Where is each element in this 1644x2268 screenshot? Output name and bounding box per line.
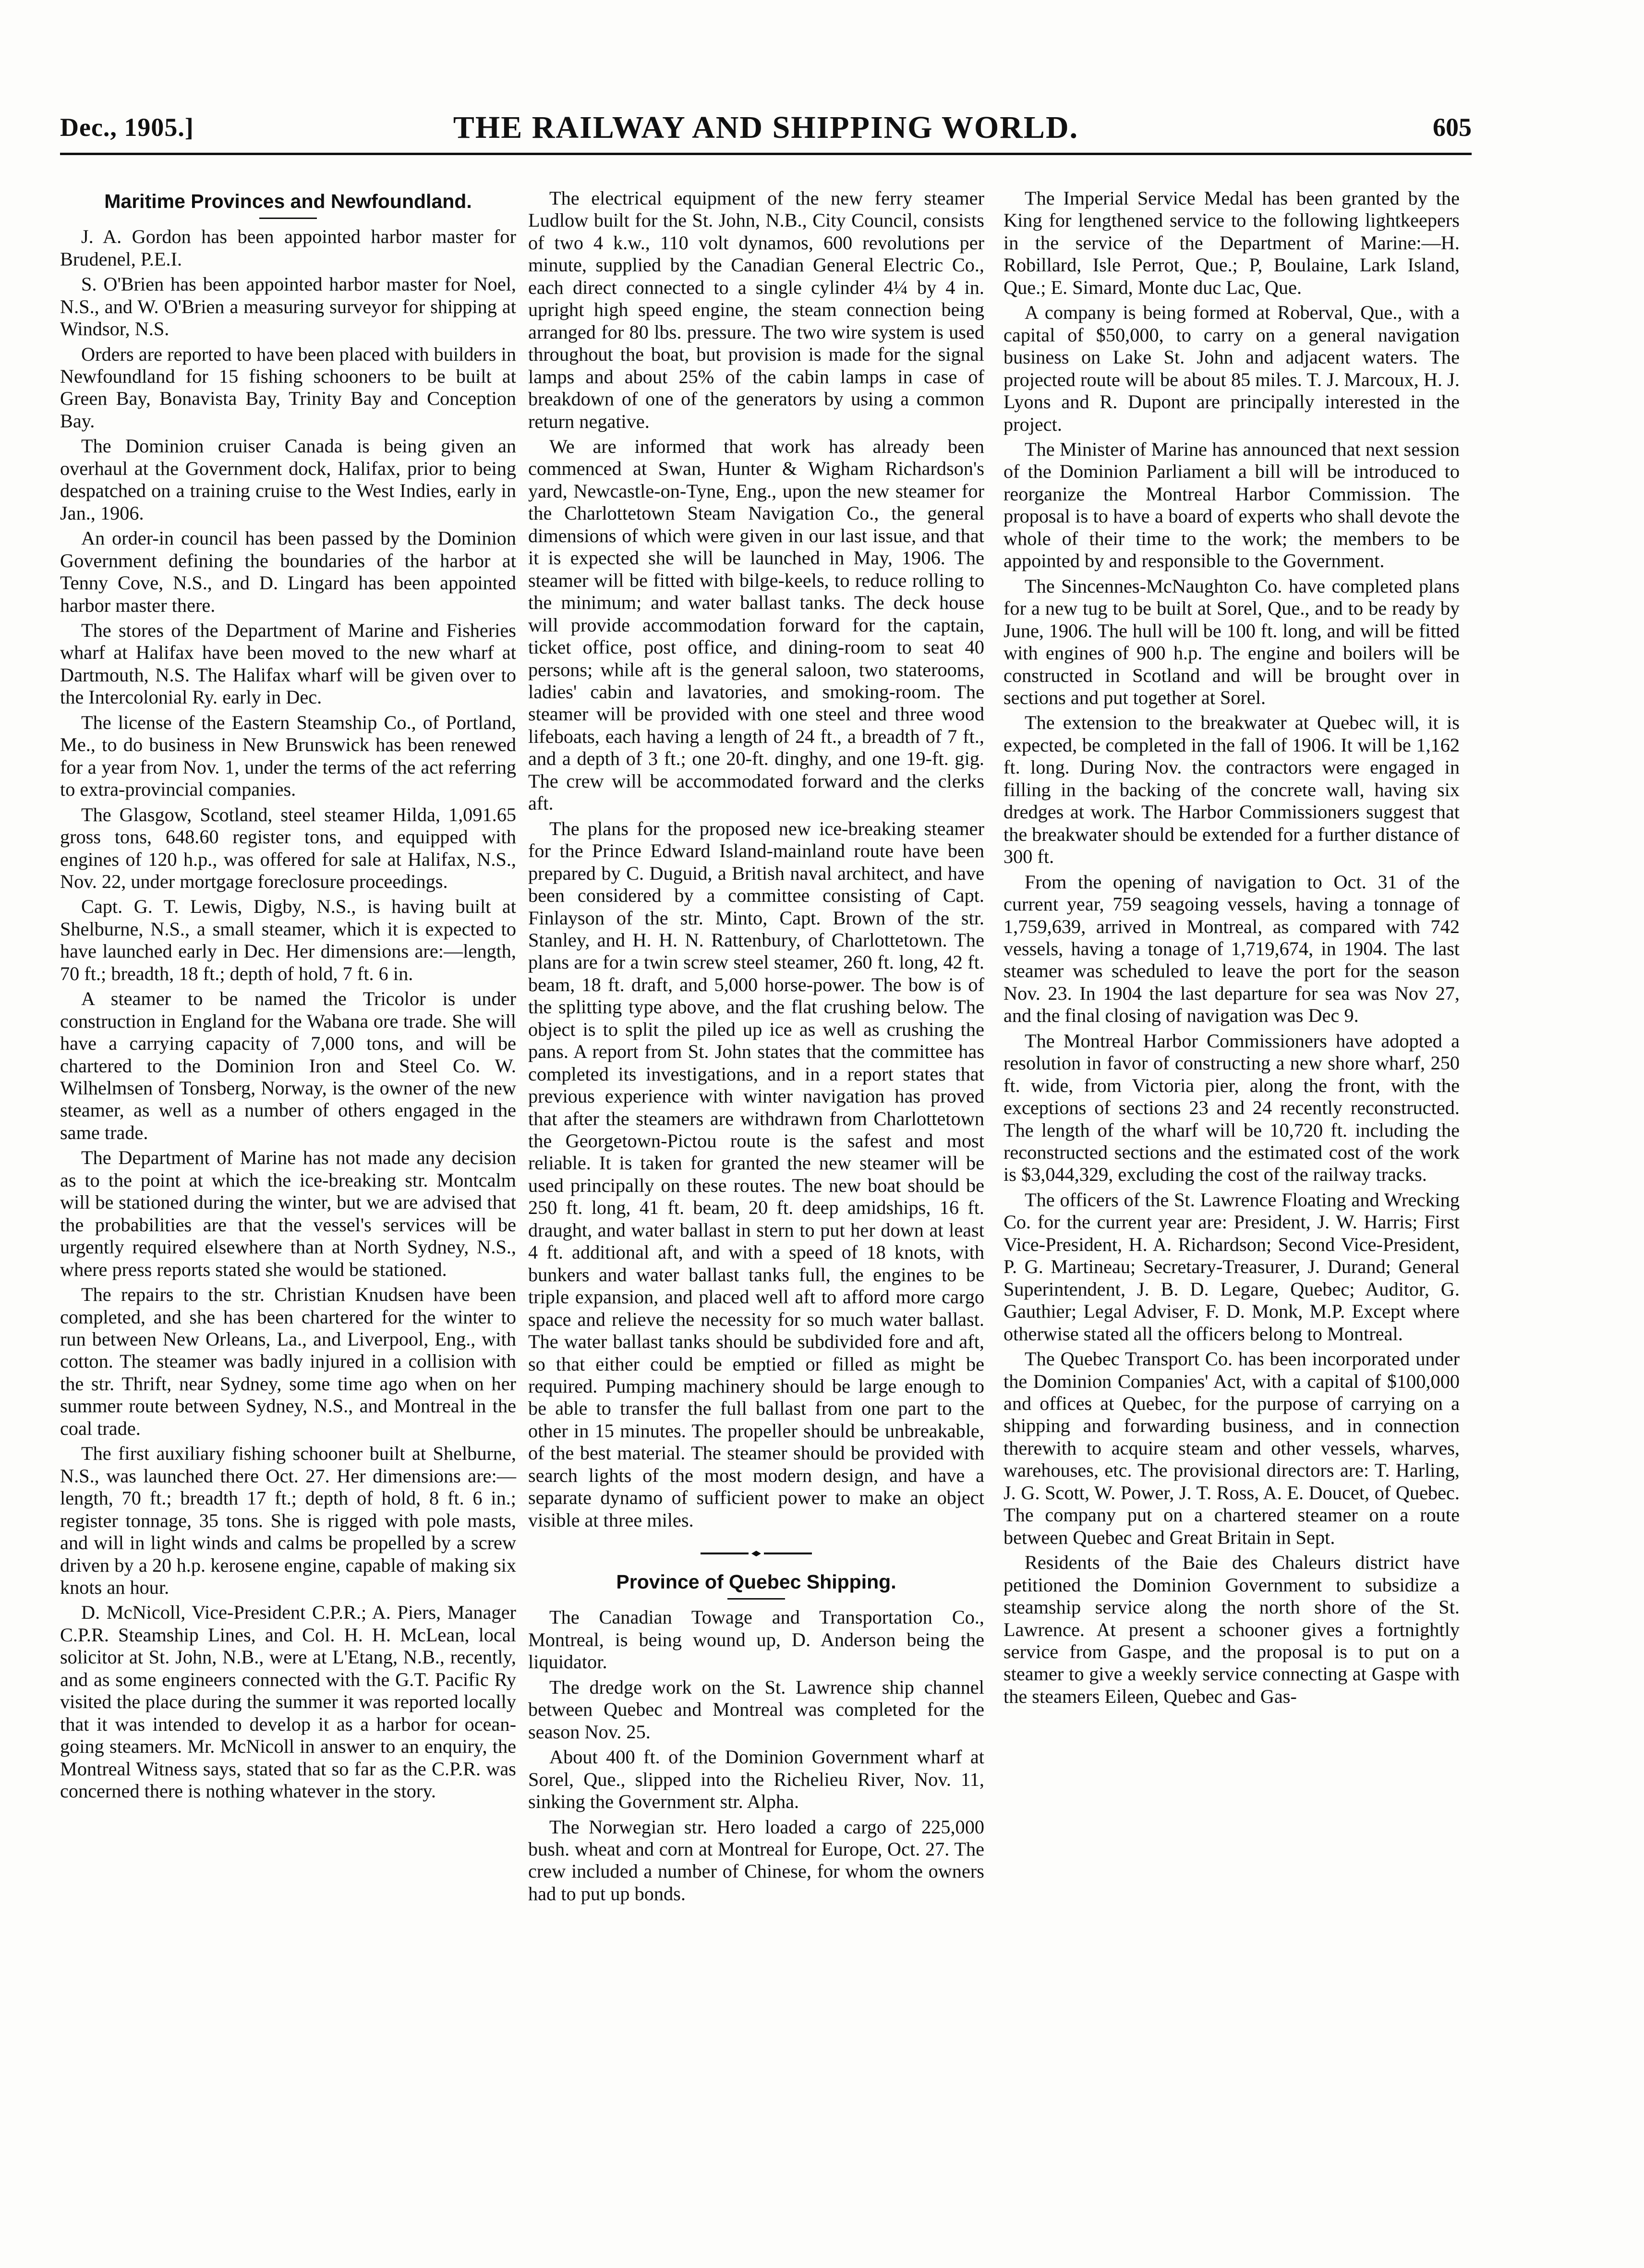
- divider-bar: [701, 1552, 749, 1554]
- section-title-quebec: Province of Quebec Shipping.: [616, 1571, 896, 1593]
- paragraph: The extension to the breakwater at Quebec will, it is expected, be completed in the fall of 1906. It will be 1,162 ft. long. During Nov. the contractors were engaged in filling in the backing of the concrete wall, having six dredges at work. The Harbor Commissioners suggest that the breakwater should be extended for a further distance of 300 ft.: [1003, 712, 1460, 868]
- paragraph: The Quebec Transport Co. has been incorporated under the Dominion Companies' Act, with a capital of $100,000 and offices at Quebec, for the purpose of carrying on a shipping and forwarding business, and in connection therewith to acquire steam and other vessels, wharves, warehouses, etc. The provisional directors are: T. Harling, J. G. Scott, W. Power, J. T. Ross, A. E. Doucet, of Quebec. The company put on a chartered steamer on a route between Quebec and Great Britain in Sept.: [1003, 1348, 1460, 1548]
- divider-diamond: [751, 1551, 761, 1556]
- paragraph: The Department of Marine has not made any decision as to the point at which the ice-breaking str. Montcalm will be stationed during the winter, but we are advised that the probabilities are that the vessel's services will be urgently required elsewhere than at North Sydney, N.S., where press reports stated she would be stationed.: [60, 1147, 516, 1280]
- paragraph: The dredge work on the St. Lawrence ship channel between Quebec and Montreal was completed for the season Nov. 25.: [528, 1676, 984, 1743]
- running-head: [60, 109, 1472, 148]
- column-1: [60, 187, 516, 1806]
- paragraph: We are informed that work has already been commenced at Swan, Hunter & Wigham Richardson's yard, Newcastle-on-Tyne, Eng., upon the new steamer for the Charlottetown Steam Navigation Co., the general dimensions of which were given in our last issue, and that it is expected she will be launched in May, 1906. The steamer will be fitted with bilge-keels, to reduce rolling to the minimum; and water ballast tanks. The deck house will provide accommodation forward for the captain, ticket office, post office, and dining-room to seat 40 persons; while aft is the general saloon, two staterooms, ladies' cabin and lavatories, and smoking-room. The steamer will be provided with one steel and three wood lifeboats, each having a length of 24 ft., a breadth of 7 ft., and a depth of 3 ft.; one 20-ft. dinghy, and one 19-ft. gig. The crew will be accommodated forward and the clerks aft.: [528, 435, 984, 814]
- page-number: 605: [1433, 113, 1472, 142]
- paragraph: J. A. Gordon has been appointed harbor master for Brudenel, P.E.I.: [60, 226, 516, 270]
- paragraph: The Sincennes-McNaughton Co. have completed plans for a new tug to be built at Sorel, Que., and to be ready by June, 1906. The hull will be 100 ft. long, and will be fitted with engines of 900 h.p. The engine and boilers will be constructed in Scotland and will be brought over in sections and put together at Sorel.: [1003, 575, 1460, 708]
- paragraph: D. McNicoll, Vice-President C.P.R.; A. Piers, Manager C.P.R. Steamship Lines, and Col. H. H. McLean, local solicitor at St. John, N.B., were at L'Etang, N.B., recently, and as some engineers connected with the G.T. Pacific Ry visited the place during the summer it was reported locally that it was intended to develop it as a harbor for ocean-going steamers. Mr. McNicoll in answer to an enquiry, the Montreal Witness says, stated that so far as the C.P.R. was concerned there is nothing whatever in the story.: [60, 1601, 516, 1802]
- paragraph: The stores of the Department of Marine and Fisheries wharf at Halifax have been moved to the new wharf at Dartmouth, N.S. The Halifax wharf will be given over to the Intercolonial Ry. early in Dec.: [60, 619, 516, 708]
- paragraph: Residents of the Baie des Chaleurs district have petitioned the Dominion Government to subsidize a steamship service along the north shore of the St. Lawrence. At present a schooner gives a fortnightly service from Gaspe, and the proposal is to put on a steamer to give a weekly service connecting at Gaspe with the steamers Eileen, Quebec and Gas-: [1003, 1552, 1460, 1707]
- column-2: [528, 187, 984, 1908]
- paragraph: Capt. G. T. Lewis, Digby, N.S., is having built at Shelburne, N.S., a small steamer, which it is expected to have launched early in Dec. Her dimensions are:—length, 70 ft.; breadth, 18 ft.; depth of hold, 7 ft. 6 in.: [60, 896, 516, 984]
- paragraph: From the opening of navigation to Oct. 31 of the current year, 759 seagoing vessels, having a tonnage of 1,759,639, arrived in Montreal, as compared with 742 vessels, having a tonage of 1,719,674, in 1904. The last steamer was scheduled to leave the port for the season Nov. 23. In 1904 the last departure for sea was Nov 27, and the final closing of navigation was Dec 9.: [1003, 871, 1460, 1027]
- header-rule: [60, 153, 1472, 155]
- paragraph: A company is being formed at Roberval, Que., with a capital of $50,000, to carry on a general navigation business on Lake St. John and adjacent waters. The projected route will be about 85 miles. T. J. Marcoux, H. J. Lyons and R. Dupont are principally interested in the project.: [1003, 302, 1460, 435]
- paragraph: A steamer to be named the Tricolor is under construction in England for the Wabana ore trade. She will have a carrying capacity of 7,000 tons, and will be chartered to the Dominion Iron and Steel Co. W. Wilhelmsen of Tonsberg, Norway, is the owner of the new steamer, as well as a number of others engaged in the same trade.: [60, 988, 516, 1143]
- paragraph: The repairs to the str. Christian Knudsen have been completed, and she has been chartered for the winter to run between New Orleans, La., and Liverpool, Eng., with cotton. The steamer was badly injured in a collision with the str. Thrift, near Sydney, some time ago when on her summer route between Sydney, N.S., and Montreal in the coal trade.: [60, 1284, 516, 1439]
- column-3: [1003, 187, 1460, 1710]
- paragraph: An order-in council has been passed by the Dominion Government defining the boundaries of the harbor at Tenny Cove, N.S., and D. Lingard has been appointed harbor master there.: [60, 527, 516, 616]
- title-rule: [727, 1598, 785, 1600]
- paragraph: The license of the Eastern Steamship Co., of Portland, Me., to do business in New Brunswick has been renewed for a year from Nov. 1, under the terms of the act referring to extra-provincial companies.: [60, 711, 516, 800]
- paragraph: The first auxiliary fishing schooner built at Shelburne, N.S., was launched there Oct. 27. Her dimensions are:—length, 70 ft.; breadth 17 ft.; depth of hold, 8 ft. 6 in.; register tonnage, 35 tons. She is rigged with pole masts, and will in light winds and calms be propelled by a screw driven by a 20 h.p. kerosene engine, capable of making six knots an hour.: [60, 1443, 516, 1598]
- paragraph: The Norwegian str. Hero loaded a cargo of 225,000 bush. wheat and corn at Montreal for Europe, Oct. 27. The crew included a number of Chinese, for whom the owners had to put up bonds.: [528, 1816, 984, 1904]
- paragraph: The Minister of Marine has announced that next session of the Dominion Parliament a bill will be introduced to reorganize the Montreal Harbor Commission. The proposal is to have a board of experts who shall devote the whole of their time to the work; the members to be appointed by and responsible to the Government.: [1003, 438, 1460, 572]
- paragraph: S. O'Brien has been appointed harbor master for Noel, N.S., and W. O'Brien a measuring surveyor for shipping at Windsor, N.S.: [60, 273, 516, 340]
- paragraph: The plans for the proposed new ice-breaking steamer for the Prince Edward Island-mainland route have been prepared by C. Duguid, a British naval architect, and have been considered by a committee consisting of Capt. Finlayson of the str. Minto, Capt. Brown of the str. Stanley, and H. H. N. Rattenbury, of Charlottetown. The plans are for a twin screw steel steamer, 260 ft. long, 42 ft. beam, 18 ft. draft, and 5,000 horse-power. The bow is of the splitting type above, and the flat crushing below. The object is to split the piled up ice as well as crushing the pans. A report from St. John states that the committee has completed its investigations, and in a report states that previous experience with winter navigation has proved that after the steamers are withdrawn from Charlottetown the Georgetown-Pictou route is the safest and most reliable. It is taken for granted the new steamer will be used principally on these routes. The new boat should be 250 ft. long, 41 ft. beam, 20 ft. deep amidships, 16 ft. draught, and water ballast in stern to put her down at least 4 ft. additional aft, and with a speed of 18 knots, with bunkers and water ballast tanks full, the engines to be triple expansion, and placed well aft to afford more cargo space and relieve the necessity for so much water ballast. The water ballast tanks should be subdivided fore and aft, so that either could be emptied or filled as might be required. Pumping machinery should be large enough to be able to transfer the full ballast from one part to the other in 15 minutes. The propeller should be unbreakable, of the best material. The steamer should be provided with search lights of the most modern design, and have a separate dynamo of sufficient power to make an object visible at three miles.: [528, 817, 984, 1531]
- paragraph: The Glasgow, Scotland, steel steamer Hilda, 1,091.65 gross tons, 648.60 register tons, and equipped with engines of 120 h.p., was offered for sale at Halifax, N.S., Nov. 22, under mortgage foreclosure proceedings.: [60, 803, 516, 892]
- paragraph: The Montreal Harbor Commissioners have adopted a resolution in favor of constructing a new shore wharf, 250 ft. wide, from Victoria pier, along the front, with the exceptions of sections 23 and 24 recently reconstructed. The length of the wharf will be 10,720 ft. including the reconstructed sections and the estimated cost of the work is $3,044,329, excluding the cost of the railway tracks.: [1003, 1030, 1460, 1186]
- paragraph: The officers of the St. Lawrence Floating and Wrecking Co. for the current year are: President, J. W. Harris; First Vice-President, H. A. Richardson; Second Vice-President, P. G. Martineau; Secretary-Treasurer, J. Durand; General Superintendent, J. B. D. Legare, Quebec; Auditor, G. Gauthier; Legal Adviser, F. D. Monk, M.P. Except where otherwise stated all the officers belong to Montreal.: [1003, 1189, 1460, 1345]
- section-divider-ornament: [528, 1551, 984, 1556]
- issue-date: Dec., 1905.]: [60, 113, 194, 142]
- paragraph: About 400 ft. of the Dominion Government wharf at Sorel, Que., slipped into the Richelieu River, Nov. 11, sinking the Government str. Alpha.: [528, 1746, 984, 1813]
- paragraph: The Canadian Towage and Transportation Co., Montreal, is being wound up, D. Anderson being the liquidator.: [528, 1606, 984, 1673]
- title-rule: [259, 218, 317, 219]
- paragraph: The Dominion cruiser Canada is being given an overhaul at the Government dock, Halifax, prior to being despatched on a training cruise to the West Indies, early in Jan., 1906.: [60, 435, 516, 524]
- publication-title: THE RAILWAY AND SHIPPING WORLD.: [453, 110, 1079, 145]
- section-title-maritime: Maritime Provinces and Newfoundland.: [104, 190, 472, 212]
- divider-bar: [764, 1552, 812, 1554]
- paragraph: Orders are reported to have been placed with builders in Newfoundland for 15 fishing schooners to be built at Green Bay, Bonavista Bay, Trinity Bay and Conception Bay.: [60, 343, 516, 432]
- paragraph: The electrical equipment of the new ferry steamer Ludlow built for the St. John, N.B., City Council, consists of two 4 k.w., 110 volt dynamos, 600 revolutions per minute, supplied by the Canadian General Electric Co., each direct connected to a single cylinder 4¼ by 4 in. upright high speed engine, the steam connection being arranged for 80 lbs. pressure. The two wire system is used throughout the boat, but provision is made for the signal lamps and about 25% of the cabin lamps in case of breakdown of one of the generators by using a common return negative.: [528, 187, 984, 432]
- paragraph: The Imperial Service Medal has been granted by the King for lengthened service to the following lightkeepers in the service of the Department of Marine:—H. Robillard, Isle Perrot, Que.; P, Boulaine, Lark Island, Que.; E. Simard, Monte duc Lac, Que.: [1003, 187, 1460, 298]
